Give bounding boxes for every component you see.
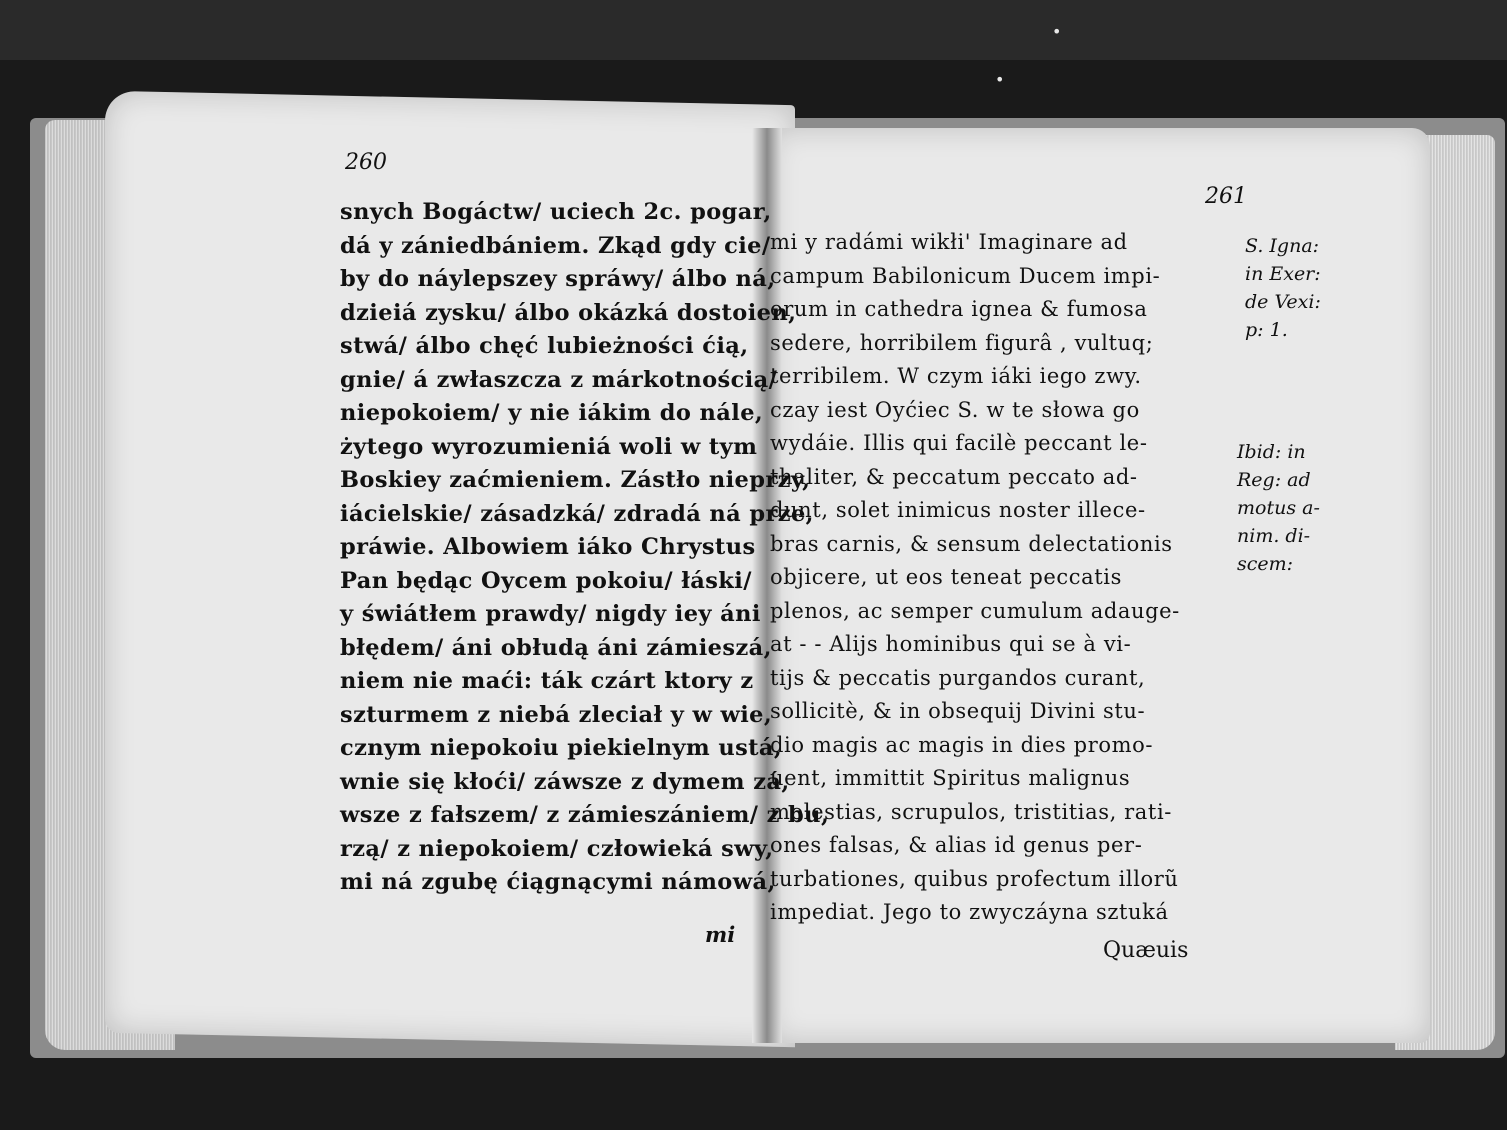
text-line: campum Babilonicum Ducem impi- — [770, 263, 1161, 288]
margin-note-line: motus a- — [1237, 497, 1320, 519]
text-line: terribilem. W czym iáki iego zwy. — [770, 364, 1142, 388]
text-line: objicere, ut eos teneat peccatis — [770, 565, 1122, 589]
text-line: dunt, solet inimicus noster illece- — [770, 498, 1146, 522]
text-line: niem nie maći: ták czárt ktory z — [340, 668, 754, 694]
text-line: dio magis ac magis in dies promo- — [770, 732, 1154, 757]
text-line: dá y zániedbániem. Zkąd gdy cie/ — [340, 232, 771, 259]
text-line: żytego wyrozumieniá woli w tym — [340, 433, 758, 460]
text-line: orum in cathedra ignea & fumosa — [770, 297, 1148, 321]
text-line: tijs & peccatis purgandos curant, — [770, 665, 1146, 690]
dust-speck: • — [1052, 22, 1062, 41]
right-page-number: 261 — [1205, 184, 1247, 209]
margin-note-line: in Exer: — [1245, 263, 1321, 285]
left-page-body — [340, 196, 829, 900]
text-line: gnie/ á zwłaszcza z márkotnością/ — [340, 366, 778, 393]
text-line: at - - Alijs hominibus qui se à vi- — [770, 632, 1132, 656]
text-line: snych Bogáctw/ uciech 2c. pogar, — [340, 199, 772, 225]
margin-note-line: nim. di- — [1237, 525, 1311, 547]
scanner-background — [0, 0, 1507, 60]
margin-note-line: Ibid: in — [1237, 441, 1306, 463]
text-line: wnie się kłoći/ záwsze z dymem zá, — [340, 768, 790, 795]
text-line: sollicitè, & in obsequij Divini stu- — [770, 699, 1146, 723]
text-line: bras carnis, & sensum delectationis — [770, 531, 1173, 556]
margin-note-line: scem: — [1237, 553, 1294, 575]
margin-note-line: p: 1. — [1245, 319, 1288, 341]
right-catchword: Quæuis — [1103, 938, 1189, 963]
left-catchword: mi — [705, 922, 736, 947]
text-line: impediat. Jego to zwyczáyna sztuká — [770, 900, 1169, 924]
right-page-body — [770, 226, 1180, 930]
text-line: czay iest Oyćiec S. w te słowa go — [770, 397, 1140, 422]
text-line: szturmem z niebá zleciał y w wie, — [340, 701, 773, 728]
text-line: thaliter, & peccatum peccato ad- — [770, 464, 1138, 489]
text-line: niepokoiem/ y nie iákim do nále, — [340, 400, 764, 426]
text-line: rzą/ z niepokoiem/ człowieká swy, — [340, 835, 774, 862]
text-line: práwie. Albowiem iáko Chrystus — [340, 534, 756, 560]
text-line: uent, immittit Spiritus malignus — [770, 766, 1131, 790]
text-line: dzieiá zysku/ álbo okázká dostoien, — [340, 299, 797, 326]
text-line: mi ná zgubę ćiągnącymi námowá, — [340, 869, 776, 895]
left-page-number: 260 — [345, 150, 387, 175]
margin-note-reference — [1245, 232, 1321, 344]
text-line: y świátłem prawdy/ nigdy iey áni — [340, 601, 761, 627]
text-line: molestias, scrupulos, tristitias, rati- — [770, 799, 1172, 824]
margin-note-reference — [1237, 438, 1320, 578]
text-line: plenos, ac semper cumulum adauge- — [770, 598, 1180, 623]
text-line: wsze z fałszem/ z zámieszániem/ z bu, — [340, 802, 830, 828]
text-line: błędem/ áni obłudą áni zámieszá, — [340, 634, 772, 661]
text-line: wydáie. Illis qui facilè peccant le- — [770, 431, 1148, 455]
text-line: iácielskie/ zásadzká/ zdradá ná prze, — [340, 500, 814, 527]
margin-note-line: de Vexi: — [1245, 291, 1321, 313]
margin-note-line: Reg: ad — [1237, 469, 1311, 491]
text-line: stwá/ álbo chęć lubieżności ćią, — [340, 333, 749, 359]
text-line: sedere, horribilem figurâ , vultuq; — [770, 330, 1154, 355]
text-line: mi y radámi wikłi' Imaginare ad — [770, 230, 1128, 254]
dust-speck: • — [995, 70, 1005, 89]
text-line: Boskiey zaćmieniem. Zástło nieprzy, — [340, 467, 811, 493]
text-line: by do náylepszey spráwy/ álbo ná, — [340, 266, 776, 292]
text-line: Pan będąc Oycem pokoiu/ łáski/ — [340, 567, 752, 594]
text-line: cznym niepokoiu piekielnym ustá, — [340, 735, 783, 761]
text-line: turbationes, quibus profectum illorũ — [770, 866, 1179, 891]
text-line: ones falsas, & alias id genus per- — [770, 833, 1143, 857]
margin-note-line: S. Igna: — [1245, 235, 1320, 257]
